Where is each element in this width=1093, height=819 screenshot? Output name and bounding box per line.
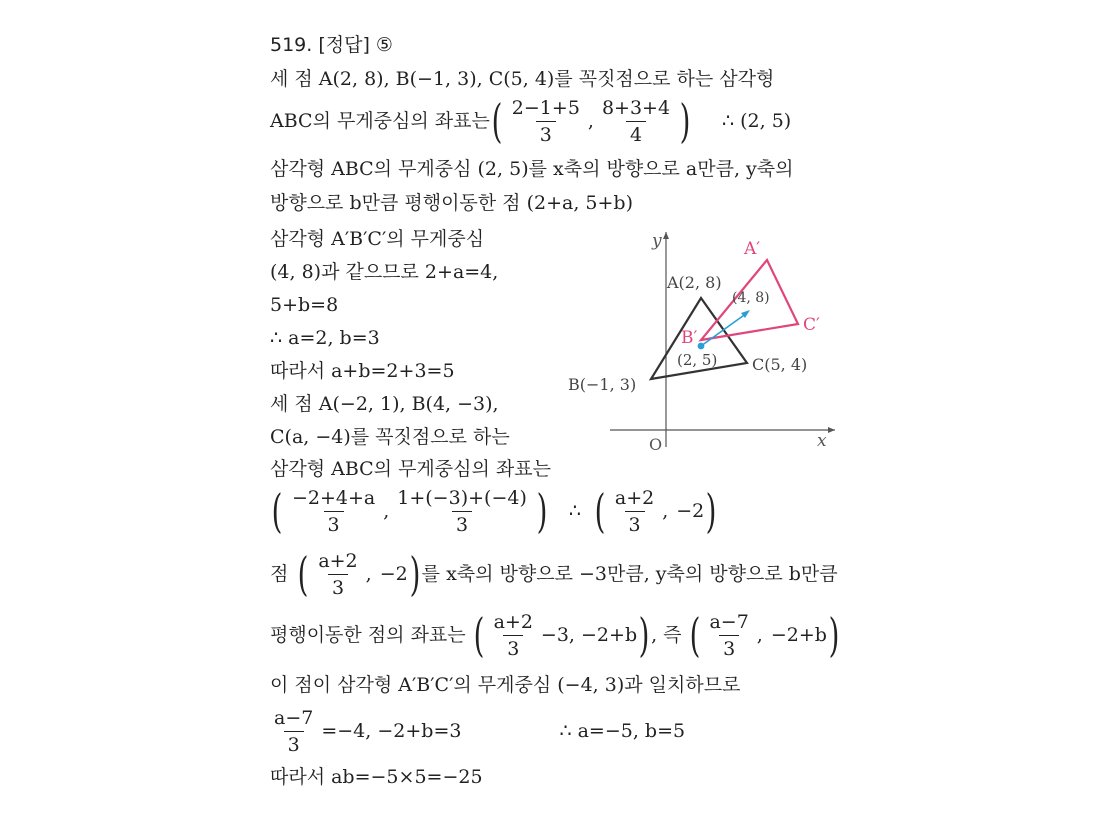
- x-axis-arrow-icon: [828, 427, 835, 433]
- text-line-2: 세 점 A(2, 8), B(−1, 3), C(5, 4)를 꼭짓점으로 하는 삼각형: [270, 68, 775, 90]
- right-paren: ): [705, 484, 717, 538]
- comma: ,: [383, 500, 390, 522]
- therefore-symbol: ∴: [568, 500, 581, 522]
- right-paren: ): [409, 547, 421, 601]
- coordinate-value: −3, −2+b: [540, 624, 638, 646]
- centroid-dot: [698, 343, 705, 350]
- left-paren: (: [491, 94, 503, 148]
- denominator: 4: [626, 121, 646, 146]
- numerator: 2−1+5: [511, 96, 580, 119]
- fraction: [393, 487, 531, 536]
- denominator: 3: [503, 635, 523, 660]
- equation-result: ∴ a=−5, b=5: [559, 720, 686, 742]
- denominator: 3: [625, 511, 645, 536]
- left-paren: (: [297, 547, 309, 601]
- numerator: 1+(−3)+(−4): [397, 486, 527, 509]
- x-axis-label: x: [817, 431, 827, 451]
- text-line-17: 이 점이 삼각형 A′B′C′의 무게중심 (−4, 3)과 일치하므로: [270, 674, 741, 696]
- coordinate-graph: [560, 222, 850, 462]
- comma: ,: [662, 500, 669, 522]
- translation-line: [270, 547, 838, 601]
- numerator: a+2: [493, 610, 533, 633]
- left-paren: (: [689, 608, 700, 662]
- translated-lead: 평행이동한 점의 좌표는: [270, 624, 466, 646]
- fraction: [705, 611, 752, 660]
- comma: ,: [365, 563, 372, 585]
- label-b-prime: B′: [681, 328, 698, 348]
- denominator: 3: [719, 635, 739, 660]
- left-paren: (: [594, 484, 606, 538]
- coordinate-value: −2: [676, 500, 705, 522]
- right-paren: ): [536, 484, 548, 538]
- coordinate-value: −2+b: [770, 624, 827, 646]
- text-line-7: (4, 8)과 같으므로 2+a=4,: [270, 261, 499, 283]
- y-axis-arrow-icon: [663, 232, 669, 239]
- denominator: 3: [536, 121, 556, 146]
- translated-point-line: [270, 608, 841, 662]
- numerator: a−7: [274, 706, 314, 729]
- text-line-6: 삼각형 A′B′C′의 무게중심: [270, 228, 485, 250]
- label-a: A(2, 8): [667, 273, 722, 292]
- centroid-lead: ABC의 무게중심의 좌표는: [270, 110, 490, 132]
- right-paren: ): [828, 608, 840, 662]
- left-paren: (: [271, 484, 283, 538]
- problem-number: 519. [정답] ⑤: [270, 34, 393, 56]
- text-line-5: 방향으로 b만큼 평행이동한 점 (2+a, 5+b): [270, 192, 633, 214]
- origin-label: O: [649, 435, 663, 454]
- translation-text: 를 x축의 방향으로 −3만큼, y축의 방향으로 b만큼: [421, 563, 838, 585]
- coordinate-value: −2: [379, 563, 408, 585]
- centroid-formula-line-2: [270, 484, 718, 538]
- fraction: [611, 487, 658, 536]
- denominator: 3: [452, 511, 472, 536]
- centroid-formula-line: [270, 94, 792, 148]
- fraction: [288, 487, 379, 536]
- numerator: 8+3+4: [601, 96, 671, 119]
- text-line-13: 삼각형 ABC의 무게중심의 좌표는: [270, 458, 551, 480]
- label-c: C(5, 4): [752, 355, 808, 374]
- denominator: 3: [328, 574, 348, 599]
- translation-arrow: [701, 313, 747, 346]
- y-axis-label: y: [652, 231, 662, 251]
- text-line-11: 세 점 A(−2, 1), B(4, −3),: [270, 393, 499, 415]
- label-a-prime: A′: [744, 239, 761, 259]
- text-line-10: 따라서 a+b=2+3=5: [270, 360, 455, 382]
- fraction: [270, 707, 317, 756]
- label-c-prime: C′: [803, 315, 820, 335]
- numerator: a+2: [614, 486, 655, 509]
- fraction: [314, 550, 361, 599]
- centroid-result: ∴ (2, 5): [722, 110, 792, 132]
- fraction: [508, 97, 584, 146]
- that-is-word: , 즉: [651, 624, 682, 646]
- comma: ,: [587, 110, 594, 132]
- text-line-19: 따라서 ab=−5×5=−25: [270, 766, 483, 788]
- label-centroid: (2, 5): [677, 351, 718, 369]
- fraction: [490, 611, 537, 660]
- numerator: a+2: [318, 549, 358, 572]
- text-line-4: 삼각형 ABC의 무게중심 (2, 5)를 x축의 방향으로 a만큼, y축의: [270, 158, 794, 180]
- numerator: −2+4+a: [291, 486, 376, 509]
- label-target: (4, 8): [732, 290, 770, 306]
- fraction: [598, 97, 674, 146]
- numerator: a−7: [709, 610, 749, 633]
- right-paren: ): [679, 94, 691, 148]
- text-line-9: ∴ a=2, b=3: [270, 327, 380, 349]
- denominator: 3: [284, 731, 304, 756]
- text-line-8: 5+b=8: [270, 294, 339, 316]
- right-paren: ): [638, 608, 650, 662]
- label-b: B(−1, 3): [568, 375, 637, 394]
- equation-line: [270, 705, 685, 757]
- comma: ,: [756, 624, 763, 646]
- point-word: 점: [270, 563, 289, 585]
- left-paren: (: [473, 608, 484, 662]
- equation-rest: =−4, −2+b=3: [321, 720, 462, 742]
- text-line-12: C(a, −4)를 꼭짓점으로 하는: [270, 426, 510, 448]
- denominator: 3: [324, 511, 344, 536]
